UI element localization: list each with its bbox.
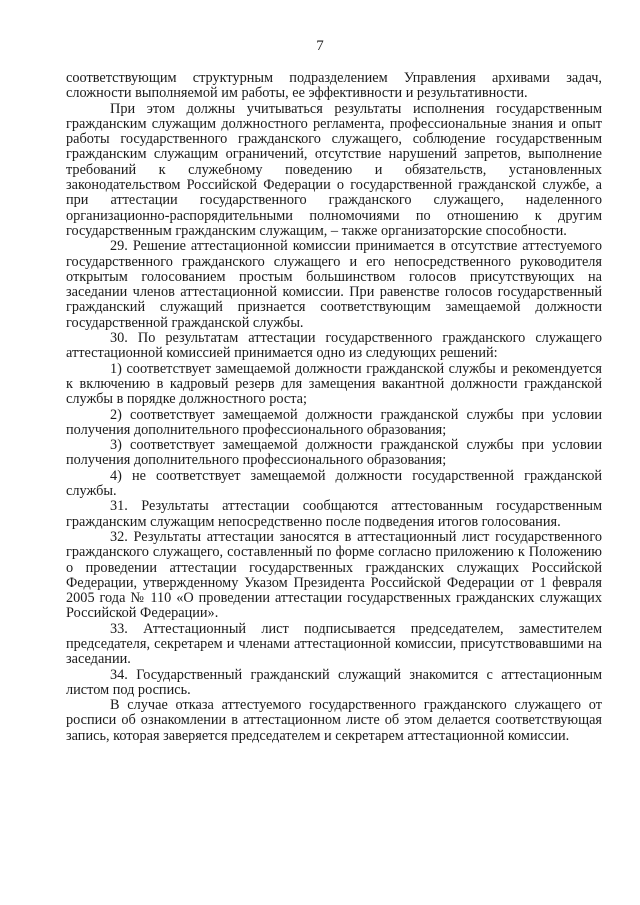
decision-option-3: 3) соответствует замещаемой должности гражданской службы при условии получения дополнительного профессионального образования; [66,437,602,469]
paragraph-item-33: 33. Аттестационный лист подписывается председателем, заместителем председателя, секретарем и членами аттестационной комиссии, присутствовавшими на заседании. [66,620,602,668]
paragraph-continuation: соответствующим структурным подразделением Управления архивами задач, сложности выполняемой им работы, ее эффективности и результативности. [66,70,602,102]
decision-option-4: 4) не соответствует замещаемой должности государственной гражданской службы. [66,467,602,500]
paragraph-item-29: 29. Решение аттестационной комиссии принимается в отсутствие аттестуемого государственного гражданского служащего и его непосредственного руководителя открытым голосованием простым большинством голосов присутствующих на заседании членов аттестационной комиссии. При равенстве голосов государственный гражданский служащий признается соответствующим замещаемой должности государственной гражданской службы. [66,238,602,331]
paragraph: При этом должны учитываться результаты исполнения государственным гражданским служащим должностного регламента, профессиональные знания и опыт работы государственного гражданского служащего, соблюдение государственным гражданским служащим ограничений, отсутствие нарушений запретов, выполнение требований к служебному поведению и обязательств, установленных законодательством Российской Федерации о государственной гражданской службе, а при аттестации государственного гражданского служащего, наделенного организационно-распорядительными полномочиями по отношению к другим государственным гражданским служащим, – также организаторские способности. [66,100,602,239]
decision-option-1: 1) соответствует замещаемой должности гражданской службы и рекомендуется к включению в кадровый резерв для замещения вакантной должности гражданской службы в порядке должностного роста; [66,360,602,408]
document-body [66,71,602,744]
paragraph-item-34: 34. Государственный гражданский служащий знакомится с аттестационным листом под роспись. [66,666,602,698]
decision-option-2: 2) соответствует замещаемой должности гражданской службы при условии получения дополнительного профессионального образования; [66,406,602,438]
paragraph-item-30: 30. По результатам аттестации государственного гражданского служащего аттестационной комиссией принимается одно из следующих решений: [66,330,602,362]
paragraph-item-32: 32. Результаты аттестации заносятся в аттестационный лист государственного гражданского служащего, составленный по форме согласно приложению к Положению о проведении аттестации государственных гражданских служащих Российской Федерации, утвержденному Указом Президента Российской Федерации от 1 февраля 2005 года № 110 «О проведении аттестации государственных гражданских служащих Российской Федерации». [66,528,602,622]
paragraph: В случае отказа аттестуемого государственного гражданского служащего от росписи об ознакомлении в аттестационном листе об этом делается соответствующая запись, которая заверяется председателем и секретарем аттестационной комиссии. [66,697,602,744]
page-number: 7 [316,38,324,54]
paragraph-item-31: 31. Результаты аттестации сообщаются аттестованным государственным гражданским служащим непосредственно после подведения итогов голосования. [66,498,602,530]
